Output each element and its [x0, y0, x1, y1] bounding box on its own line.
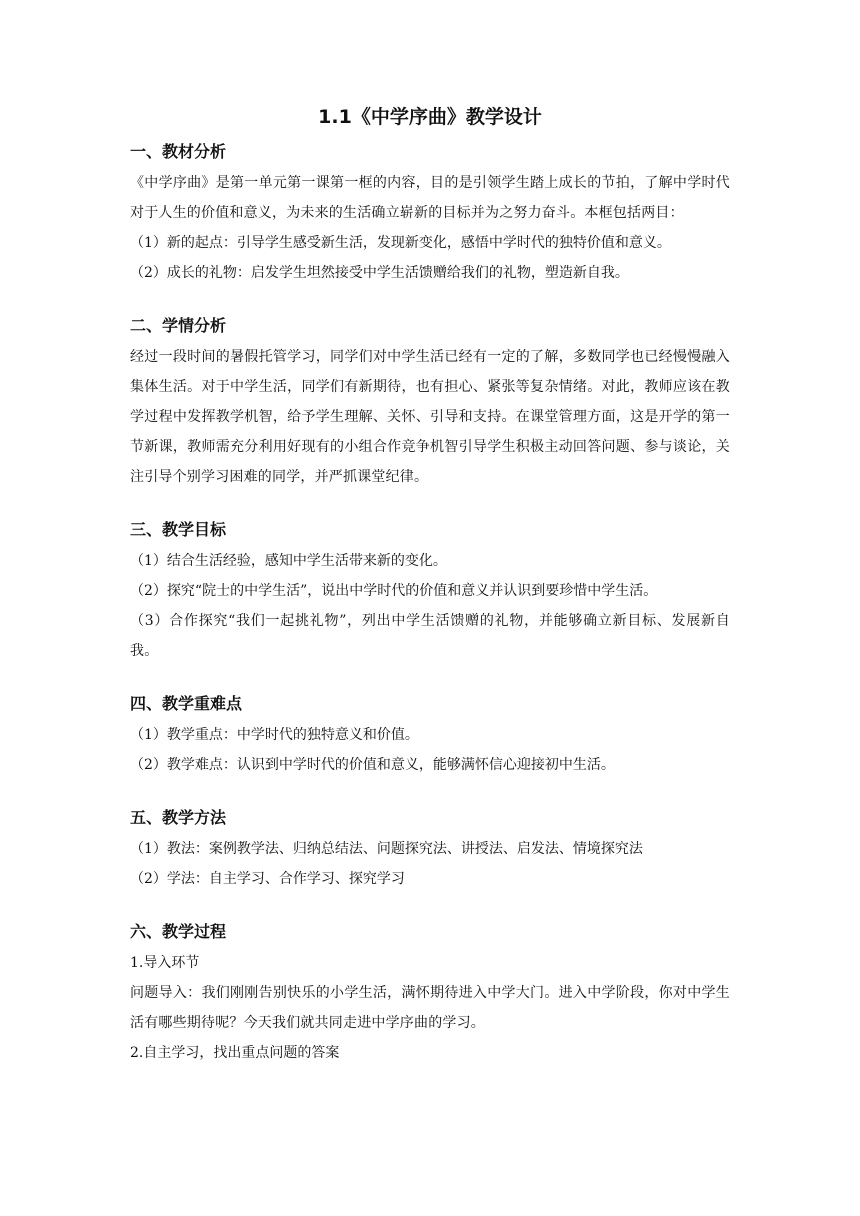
- section-5-item-1: （1）教法：案例教学法、归纳总结法、问题探究法、讲授法、启发法、情境探究法: [130, 841, 643, 857]
- section-3-item-3: （3）合作探究“我们一起挑礼物”，列出中学生活馈赠的礼物，并能够确立新目标、发展新自我。: [130, 613, 730, 659]
- section-heading-teaching-goals: 三、教学目标: [130, 520, 227, 539]
- document-page: [130, 100, 730, 1068]
- section-6-step-1: 1.导入环节: [130, 955, 200, 971]
- section-6-paragraph: 问题导入：我们刚刚告别快乐的小学生活，满怀期待进入中学大门。进入中学阶段，你对中学生活有哪些期待呢？今天我们就共同走进中学序曲的学习。: [130, 985, 730, 1031]
- section-3-item-1: （1）结合生活经验，感知中学生活带来新的变化。: [130, 553, 447, 569]
- section-heading-teaching-process: 六、教学过程: [130, 922, 227, 941]
- section-1-paragraph: 《中学序曲》是第一单元第一课第一框的内容，目的是引领学生踏上成长的节拍，了解中学时代对于人生的价值和意义，为未来的生活确立崭新的目标并为之努力奋斗。本框包括两目：: [130, 175, 730, 221]
- section-heading-student-analysis: 二、学情分析: [130, 316, 227, 335]
- section-4-item-1: （1）教学重点：中学时代的独特意义和价值。: [130, 727, 419, 743]
- section-1-item-2: （2）成长的礼物：启发学生坦然接受中学生活馈赠给我们的礼物，塑造新自我。: [130, 265, 629, 281]
- section-5-item-2: （2）学法：自主学习、合作学习、探究学习: [130, 871, 405, 887]
- section-2-paragraph: 经过一段时间的暑假托管学习，同学们对中学生活已经有一定的了解，多数同学也已经慢慢融入集体生活。对于中学生活，同学们有新期待，也有担心、紧张等复杂情绪。对此，教师应该在教学过程中发挥教学机智，给予学生理解、关怀、引导和支持。在课堂管理方面，这是开学的第一节新课，教师需充分利用好现有的小组合作竞争机智引导学生积极主动回答问题、参与谈论，关注引导个别学习困难的同学，并严抓课堂纪律。: [130, 349, 730, 485]
- section-heading-key-points: 四、教学重难点: [130, 694, 243, 713]
- section-3-item-2: （2）探究“院士的中学生活”，说出中学时代的价值和意义并认识到要珍惜中学生活。: [130, 583, 658, 599]
- document-title: 1.1《中学序曲》教学设计: [318, 106, 542, 128]
- section-6-step-2: 2.自主学习，找出重点问题的答案: [130, 1045, 340, 1061]
- section-heading-teaching-methods: 五、教学方法: [130, 808, 227, 827]
- section-heading-textbook-analysis: 一、教材分析: [130, 142, 227, 161]
- section-4-item-2: （2）教学难点：认识到中学时代的价值和意义，能够满怀信心迎接初中生活。: [130, 757, 615, 773]
- section-1-item-1: （1）新的起点：引导学生感受新生活，发现新变化，感悟中学时代的独特价值和意义。: [130, 235, 671, 251]
